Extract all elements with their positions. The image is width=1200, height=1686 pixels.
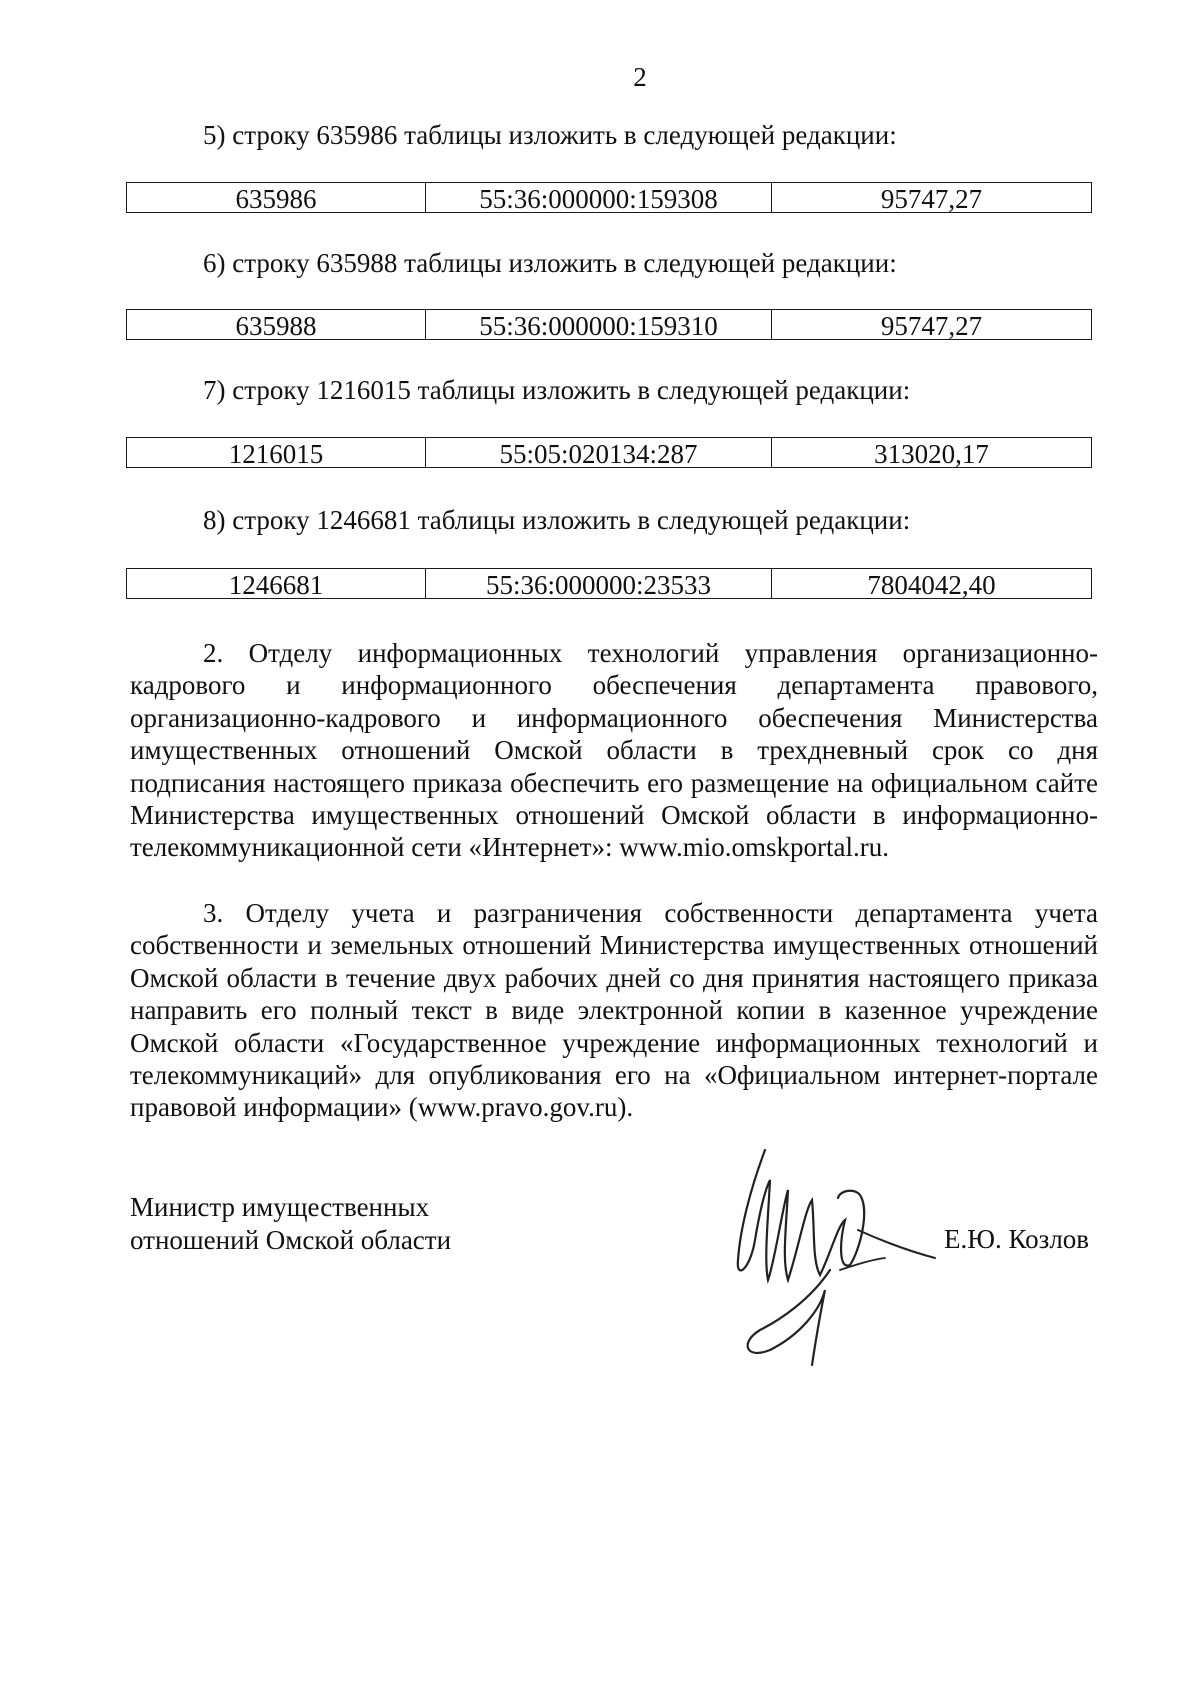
amendment-label: 5) строку 635986 таблицы изложить в следующей редакции:: [203, 120, 897, 150]
amendment-label: 7) строку 1216015 таблицы изложить в следующей редакции:: [203, 375, 911, 405]
row-id-cell: 635988: [127, 310, 426, 339]
paragraph-item-3: 3. Отделу учета и разграничения собственности департамента учета собственности и земельных отношений Министерства имущественных отношений Омской области в течение двух рабочих дней со дня принятия настоящего приказа направить его полный текст в виде электронной копии в казенное учреждение Омской области «Государственное учреждение информационных технологий и телекоммуникаций» для опубликования его на «Официальном интернет-портале правовой информации» (www.pravo.gov.ru).: [130, 898, 1098, 1123]
value-cell: 95747,27: [880, 310, 983, 341]
amendment-table-row: [126, 182, 1092, 213]
handwritten-signature: [720, 1130, 940, 1370]
amendment-table-row: [126, 309, 1092, 340]
row-id-cell: 1246681: [127, 569, 426, 598]
cadastral-number-cell: 55:36:000000:23533: [426, 569, 772, 598]
amendment-label: 8) строку 1246681 таблицы изложить в следующей редакции:: [203, 505, 911, 535]
row-id-cell: 635986: [127, 183, 426, 212]
signer-name: Е.Ю. Козлов: [944, 1224, 1090, 1254]
amendment-table-row: [126, 437, 1092, 468]
amendment-label: 6) строку 635988 таблицы изложить в следующей редакции:: [203, 248, 897, 278]
row-id-cell: 1216015: [127, 438, 426, 467]
value-cell: 7804042,40: [867, 569, 996, 600]
value-cell: 95747,27: [880, 183, 983, 214]
page-number: 2: [633, 62, 647, 92]
signer-position-line: отношений Омской области: [130, 1225, 452, 1255]
cadastral-number-cell: 55:36:000000:159308: [426, 183, 772, 212]
cadastral-number-cell: 55:05:020134:287: [426, 438, 772, 467]
paragraph-item-2: 2. Отделу информационных технологий управления организационно-кадрового и информационного обеспечения департамента правового, организационно-кадрового и информационного обеспечения Министерства имущественных отношений Омской области в трехдневный срок со дня подписания настоящего приказа обеспечить его размещение на официальном сайте Министерства имущественных отношений Омской области в информационно-телекоммуникационной сети «Интернет»: www.mio.omskportal.ru.: [130, 638, 1098, 863]
signer-position: [130, 1191, 451, 1257]
signer-position-line: Министр имущественных: [130, 1192, 430, 1222]
amendment-table-row: [126, 568, 1092, 599]
value-cell: 313020,17: [874, 438, 989, 469]
cadastral-number-cell: 55:36:000000:159310: [426, 310, 772, 339]
